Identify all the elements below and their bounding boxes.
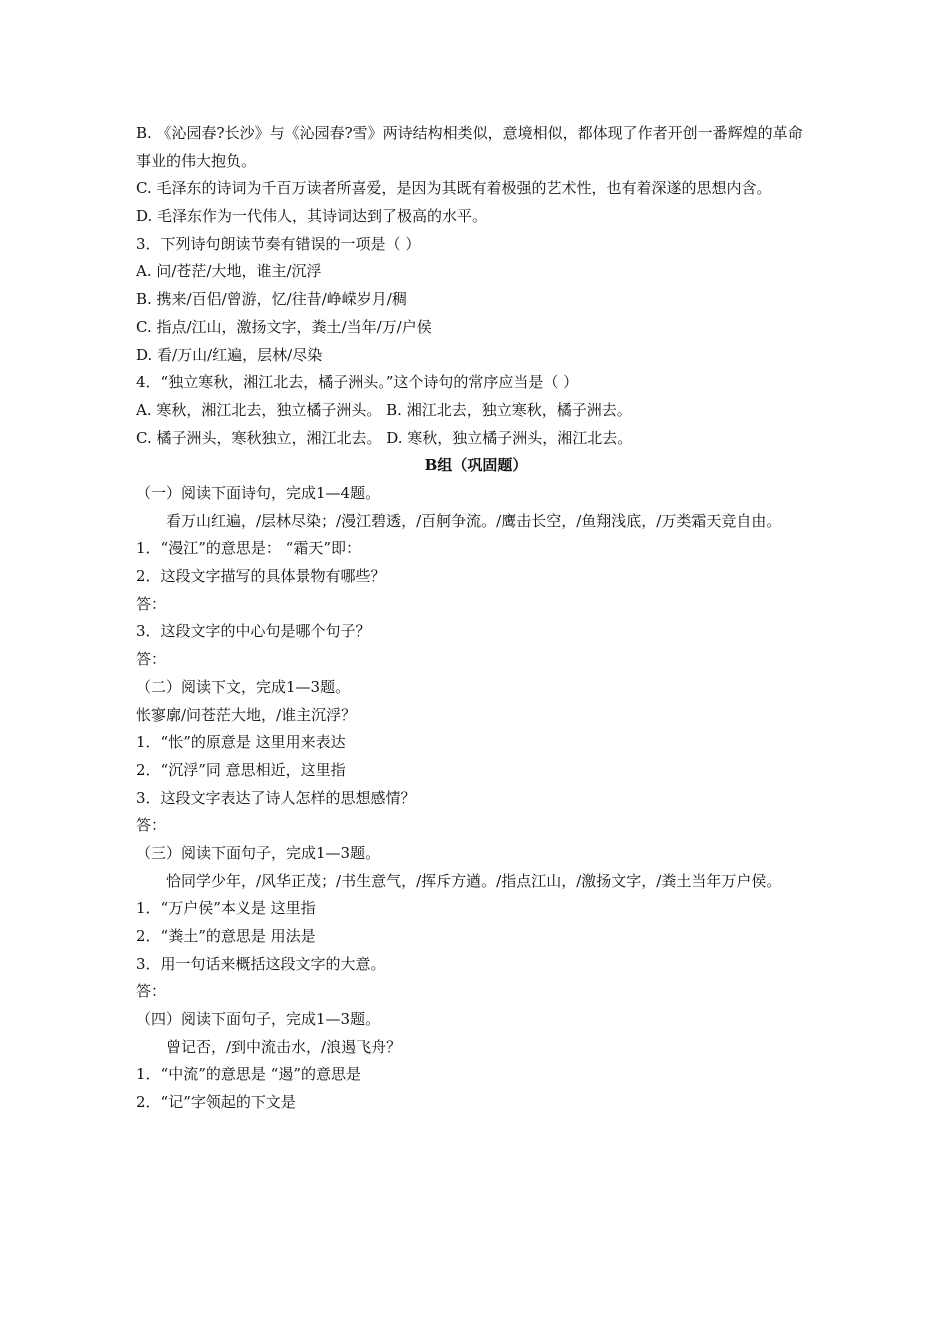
text-line: C. 指点/江山，激扬文字，粪土/当年/万/户侯 [136,317,432,336]
text-line: 1．“漫江”的意思是： “霜天”即： [136,539,361,558]
text-line: A. 问/苍茫/大地，谁主/沉浮 [136,262,322,281]
text-line: 看万山红遍，/层林尽染；/漫江碧透，/百舸争流。/鹰击长空，/鱼翔浅底，/万类霜天竞自由。 [166,511,782,530]
text-line: （二）阅读下文，完成1—3题。 [136,677,351,696]
text-line: C. 橘子洲头，寒秋独立，湘江北去。 D. 寒秋，独立橘子洲头，湘江北去。 [136,428,633,447]
text-line: B. 《沁园春?长沙》与《沁园春?雪》两诗结构相类似，意境相似，都体现了作者开创一番辉煌的革命事业的伟大抱负。 [136,124,803,170]
text-line: 2．“粪土”的意思是 用法是 [136,927,316,946]
document-page [136,120,816,1117]
text-line: 2．“记”字领起的下文是 [136,1093,296,1112]
text-line: 3．这段文字的中心句是哪个句子？ [136,622,371,641]
text-line: A. 寒秋，湘江北去，独立橘子洲头。 B. 湘江北去，独立寒秋，橘子洲去。 [136,400,632,419]
section-heading: B组（巩固题） [424,456,528,475]
text-line: 怅寥廓/问苍茫大地，/谁主沉浮？ [136,705,357,724]
text-line: C. 毛泽东的诗词为千百万读者所喜爱，是因为其既有着极强的艺术性，也有着深遂的思想内含。 [136,179,772,198]
text-line: D. 看/万山/红遍，层林/尽染 [136,345,323,364]
text-line: （三）阅读下面句子，完成1—3题。 [136,843,381,862]
text-line: 1．“中流”的意思是 “遏”的意思是 [136,1065,361,1084]
text-line: 2．“沉浮”同 意思相近，这里指 [136,760,346,779]
text-line: 恰同学少年，/风华正茂；/书生意气，/挥斥方遒。/指点江山，/激扬文字，/粪土当年万户侯。 [166,871,782,890]
text-line: 4．“独立寒秋，湘江北去，橘子洲头。”这个诗句的常序应当是（ ） [136,373,579,392]
text-line: （四）阅读下面句子，完成1—3题。 [136,1010,381,1029]
text-line: 答： [136,650,167,669]
text-line: 1．“怅”的原意是 这里用来表达 [136,733,346,752]
text-line: 答： [136,594,167,613]
text-line: 2．这段文字描写的具体景物有哪些？ [136,567,386,586]
text-line: （一）阅读下面诗句，完成1—4题。 [136,483,381,502]
text-line: 答： [136,982,167,1001]
text-line: 1．“万户侯”本义是 这里指 [136,899,316,918]
text-line: 答： [136,816,167,835]
text-line: B. 携来/百侣/曾游，忆/往昔/峥嵘岁月/稠 [136,290,407,309]
text-line: D. 毛泽东作为一代伟人，其诗词达到了极高的水平。 [136,207,488,226]
text-line: 3．这段文字表达了诗人怎样的思想感情？ [136,788,416,807]
text-line: 曾记否，/到中流击水，/浪遏飞舟？ [166,1037,402,1056]
text-line: 3．用一句话来概括这段文字的大意。 [136,954,386,973]
text-line: 3．下列诗句朗读节奏有错误的一项是（ ） [136,234,421,253]
